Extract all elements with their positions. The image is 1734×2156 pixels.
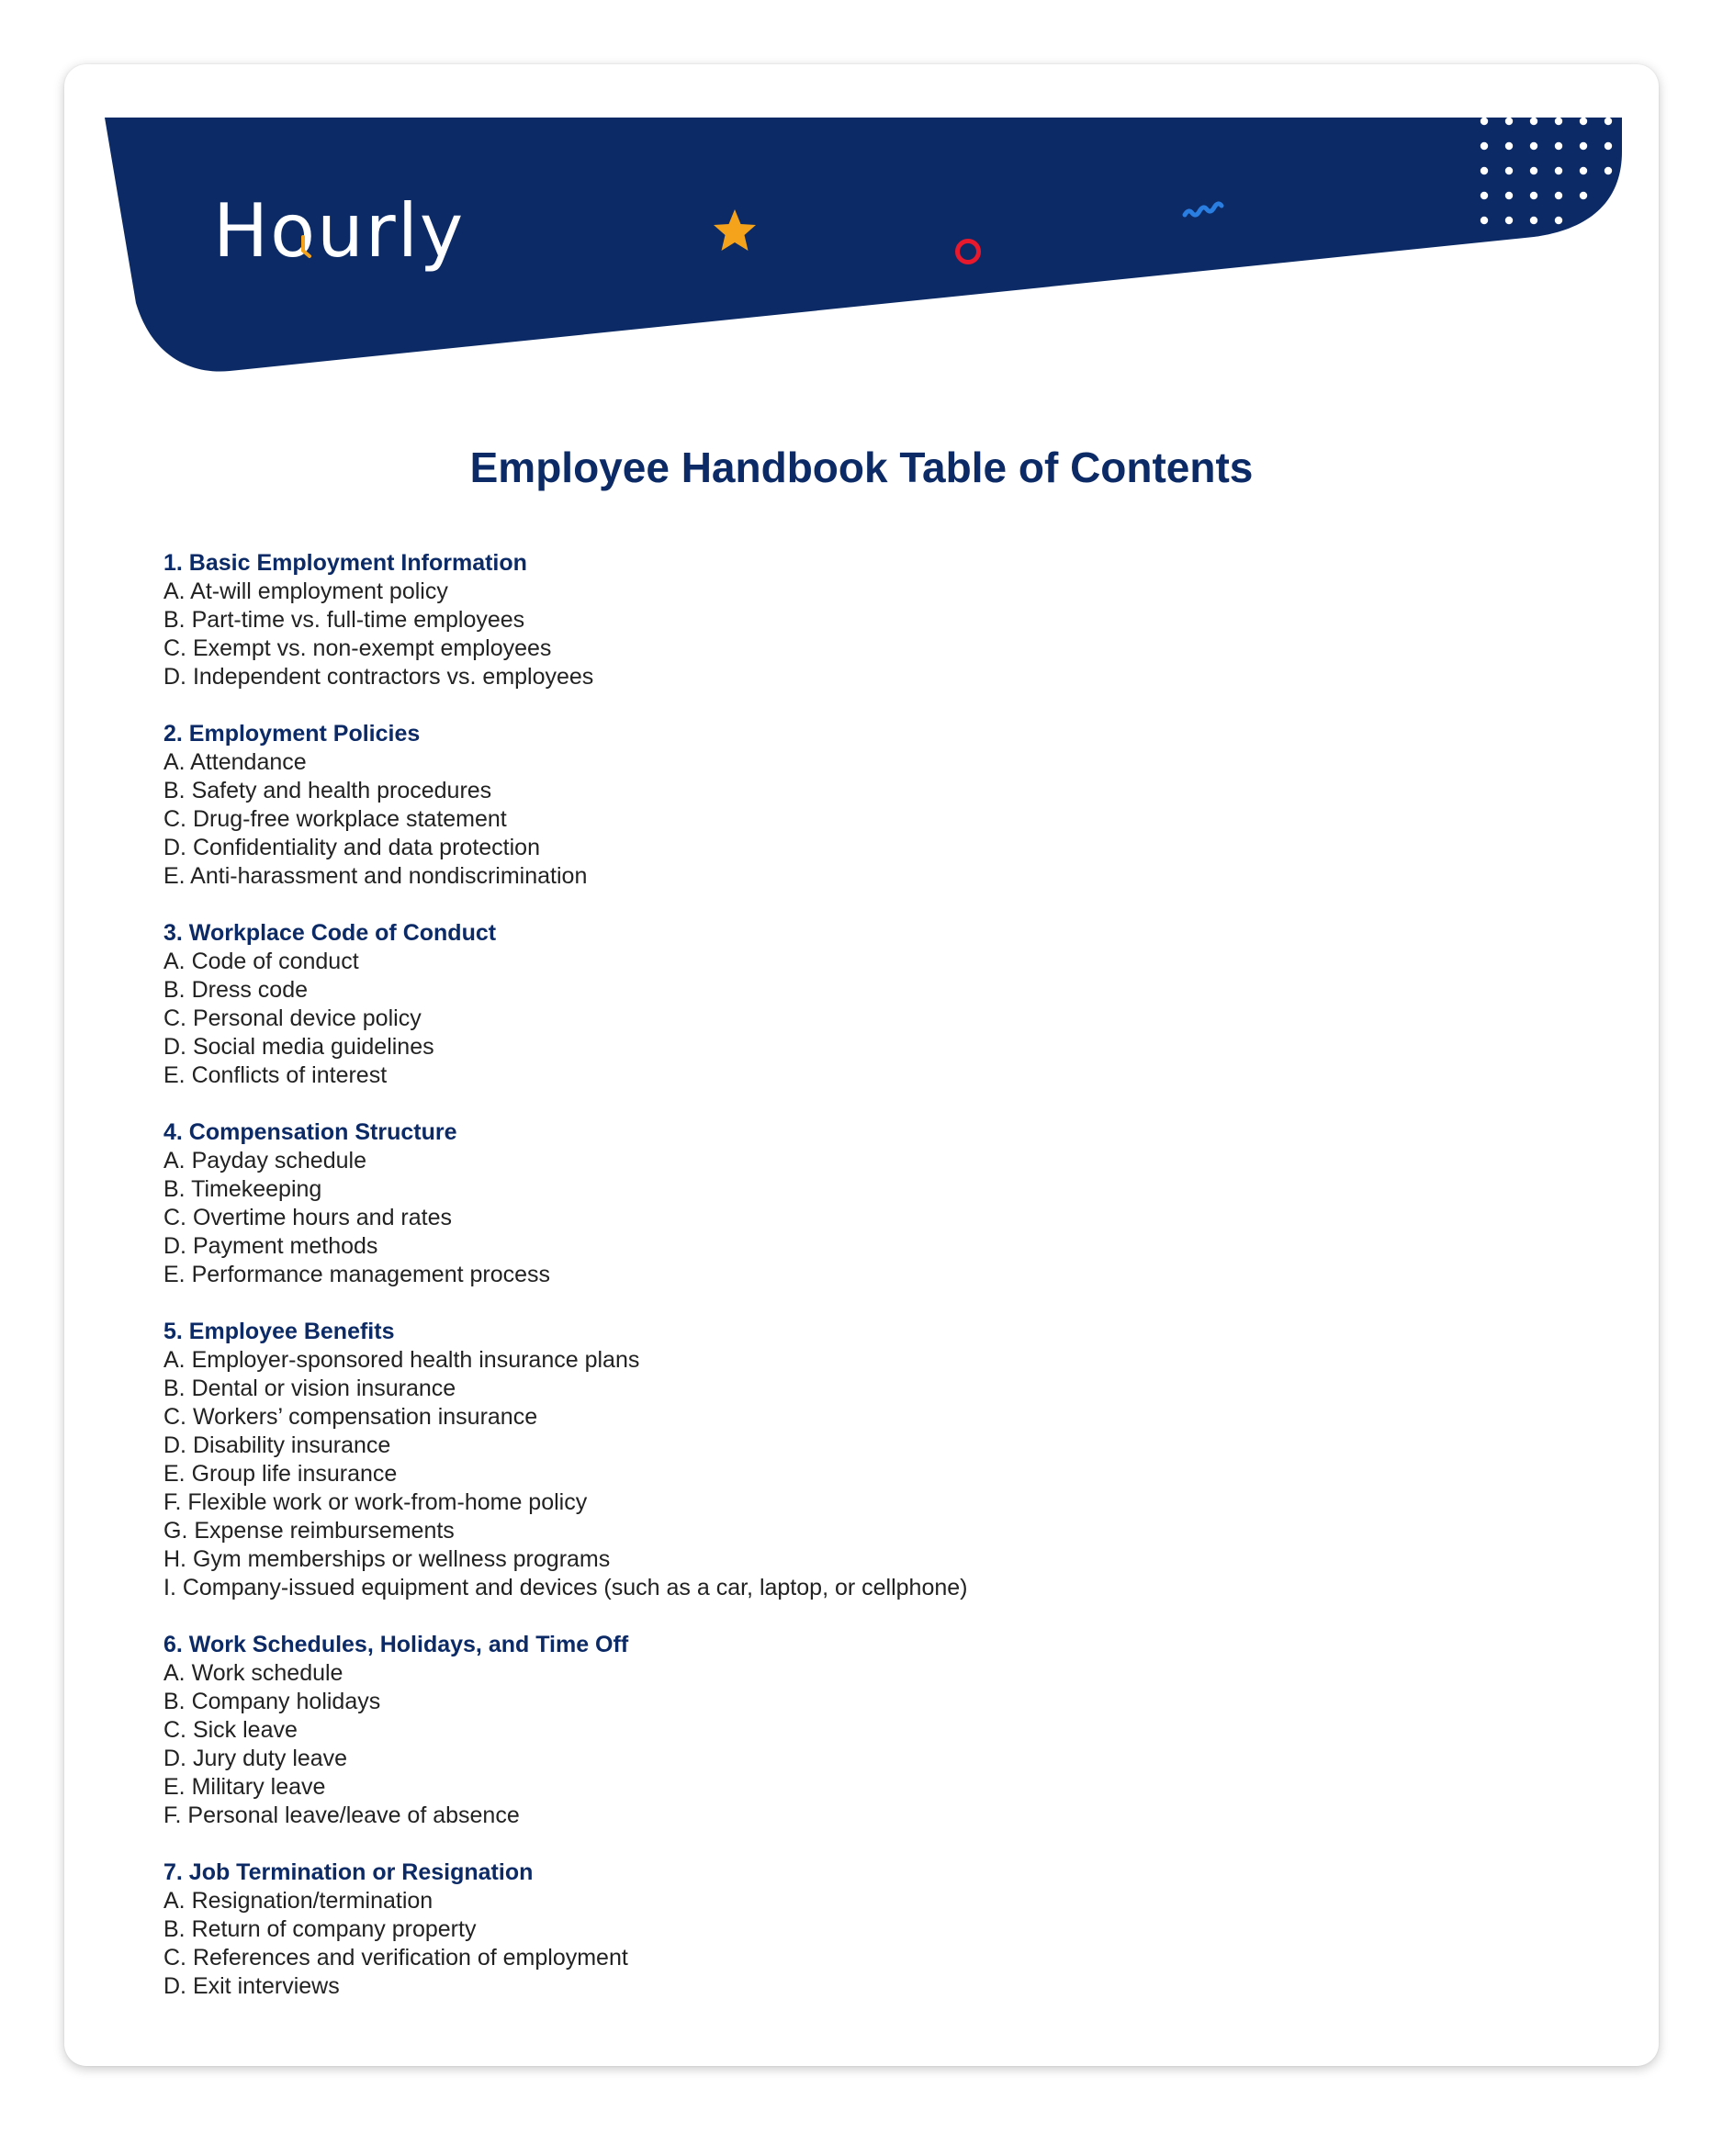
toc-item: A. Code of conduct (163, 949, 359, 974)
toc-item: B. Part-time vs. full-time employees (163, 607, 525, 633)
toc-item: A. Resignation/termination (163, 1888, 434, 1914)
decor-dot (1605, 118, 1612, 125)
toc-item: E. Performance management process (163, 1262, 551, 1287)
logo-clock-hand-icon (285, 231, 321, 268)
document-card (64, 64, 1659, 2066)
section-heading: 4. Compensation Structure (163, 1119, 457, 1145)
toc-item: C. Overtime hours and rates (163, 1205, 453, 1230)
toc-section (163, 1318, 1596, 1602)
toc-item: E. Group life insurance (163, 1461, 398, 1487)
toc-item: C. Personal device policy (163, 1005, 422, 1031)
toc-item: B. Dental or vision insurance (163, 1376, 456, 1401)
decor-dot (1481, 142, 1488, 150)
decor-dot (1530, 167, 1537, 174)
decor-dot (1481, 217, 1488, 224)
toc-item: C. References and verification of employment (163, 1945, 628, 1971)
decor-dot (1580, 192, 1587, 199)
decor-dot (1555, 167, 1562, 174)
toc-section (163, 549, 1596, 691)
toc-section (163, 1631, 1596, 1830)
decor-dot (1505, 192, 1513, 199)
table-of-contents (163, 549, 1596, 2029)
toc-section (163, 1858, 1596, 2001)
toc-item: B. Return of company property (163, 1916, 477, 1942)
page-title: Employee Handbook Table of Contents (469, 444, 1254, 491)
decor-dot (1530, 142, 1537, 150)
logo-text: Hourly (213, 188, 466, 274)
toc-item: A. At-will employment policy (163, 578, 448, 604)
toc-item: C. Exempt vs. non-exempt employees (163, 635, 552, 661)
toc-item: E. Anti-harassment and nondiscrimination (163, 863, 588, 889)
decor-dot (1555, 192, 1562, 199)
decor-dot (1555, 217, 1562, 224)
toc-item: F. Flexible work or work-from-home policy (163, 1489, 588, 1515)
toc-item: B. Safety and health procedures (163, 778, 492, 803)
toc-item: B. Dress code (163, 977, 309, 1003)
toc-item: A. Employer-sponsored health insurance plans (163, 1347, 640, 1373)
toc-section (163, 1118, 1596, 1289)
toc-section (163, 919, 1596, 1090)
section-heading: 2. Employment Policies (163, 721, 421, 747)
section-heading: 7. Job Termination or Resignation (163, 1859, 534, 1885)
decor-dot (1505, 142, 1513, 150)
toc-item: D. Payment methods (163, 1233, 378, 1259)
hourly-logo (213, 188, 466, 274)
decor-dot (1481, 167, 1488, 174)
decor-dot (1580, 118, 1587, 125)
decor-dot (1530, 217, 1537, 224)
toc-item: A. Attendance (163, 749, 307, 775)
toc-item: C. Sick leave (163, 1717, 298, 1743)
decor-dot (1530, 192, 1537, 199)
decor-dot (1580, 142, 1587, 150)
toc-item: D. Independent contractors vs. employees (163, 664, 594, 690)
toc-item: A. Payday schedule (163, 1148, 366, 1173)
toc-item: E. Military leave (163, 1774, 326, 1800)
section-heading: 3. Workplace Code of Conduct (163, 920, 497, 946)
toc-item: D. Confidentiality and data protection (163, 835, 540, 860)
decor-dot (1505, 167, 1513, 174)
toc-item: C. Drug-free workplace statement (163, 806, 507, 832)
toc-item: B. Company holidays (163, 1689, 381, 1714)
section-heading: 5. Employee Benefits (163, 1319, 395, 1344)
decor-dot (1481, 192, 1488, 199)
toc-item: F. Personal leave/leave of absence (163, 1802, 520, 1828)
section-heading: 6. Work Schedules, Holidays, and Time Off (163, 1632, 629, 1657)
toc-item: H. Gym memberships or wellness programs (163, 1546, 611, 1572)
decor-dot (1505, 118, 1513, 125)
toc-item: E. Conflicts of interest (163, 1062, 388, 1088)
toc-item: D. Exit interviews (163, 1973, 340, 1999)
decor-dot (1580, 167, 1587, 174)
toc-item: C. Workers’ compensation insurance (163, 1404, 538, 1430)
section-heading: 1. Basic Employment Information (163, 550, 527, 576)
toc-item: D. Jury duty leave (163, 1746, 348, 1771)
toc-item: B. Timekeeping (163, 1176, 322, 1202)
decor-dot (1555, 118, 1562, 125)
toc-item: D. Social media guidelines (163, 1034, 434, 1060)
decor-dot (1530, 118, 1537, 125)
decor-dot (1605, 142, 1612, 150)
toc-item: D. Disability insurance (163, 1432, 391, 1458)
toc-section (163, 720, 1596, 891)
decor-dot (1605, 167, 1612, 174)
decor-dot (1555, 142, 1562, 150)
toc-item: G. Expense reimbursements (163, 1518, 455, 1544)
decor-dot (1481, 118, 1488, 125)
toc-item: I. Company-issued equipment and devices (such as a car, laptop, or cellphone) (163, 1575, 968, 1600)
toc-item: A. Work schedule (163, 1660, 343, 1686)
decor-dot (1505, 217, 1513, 224)
